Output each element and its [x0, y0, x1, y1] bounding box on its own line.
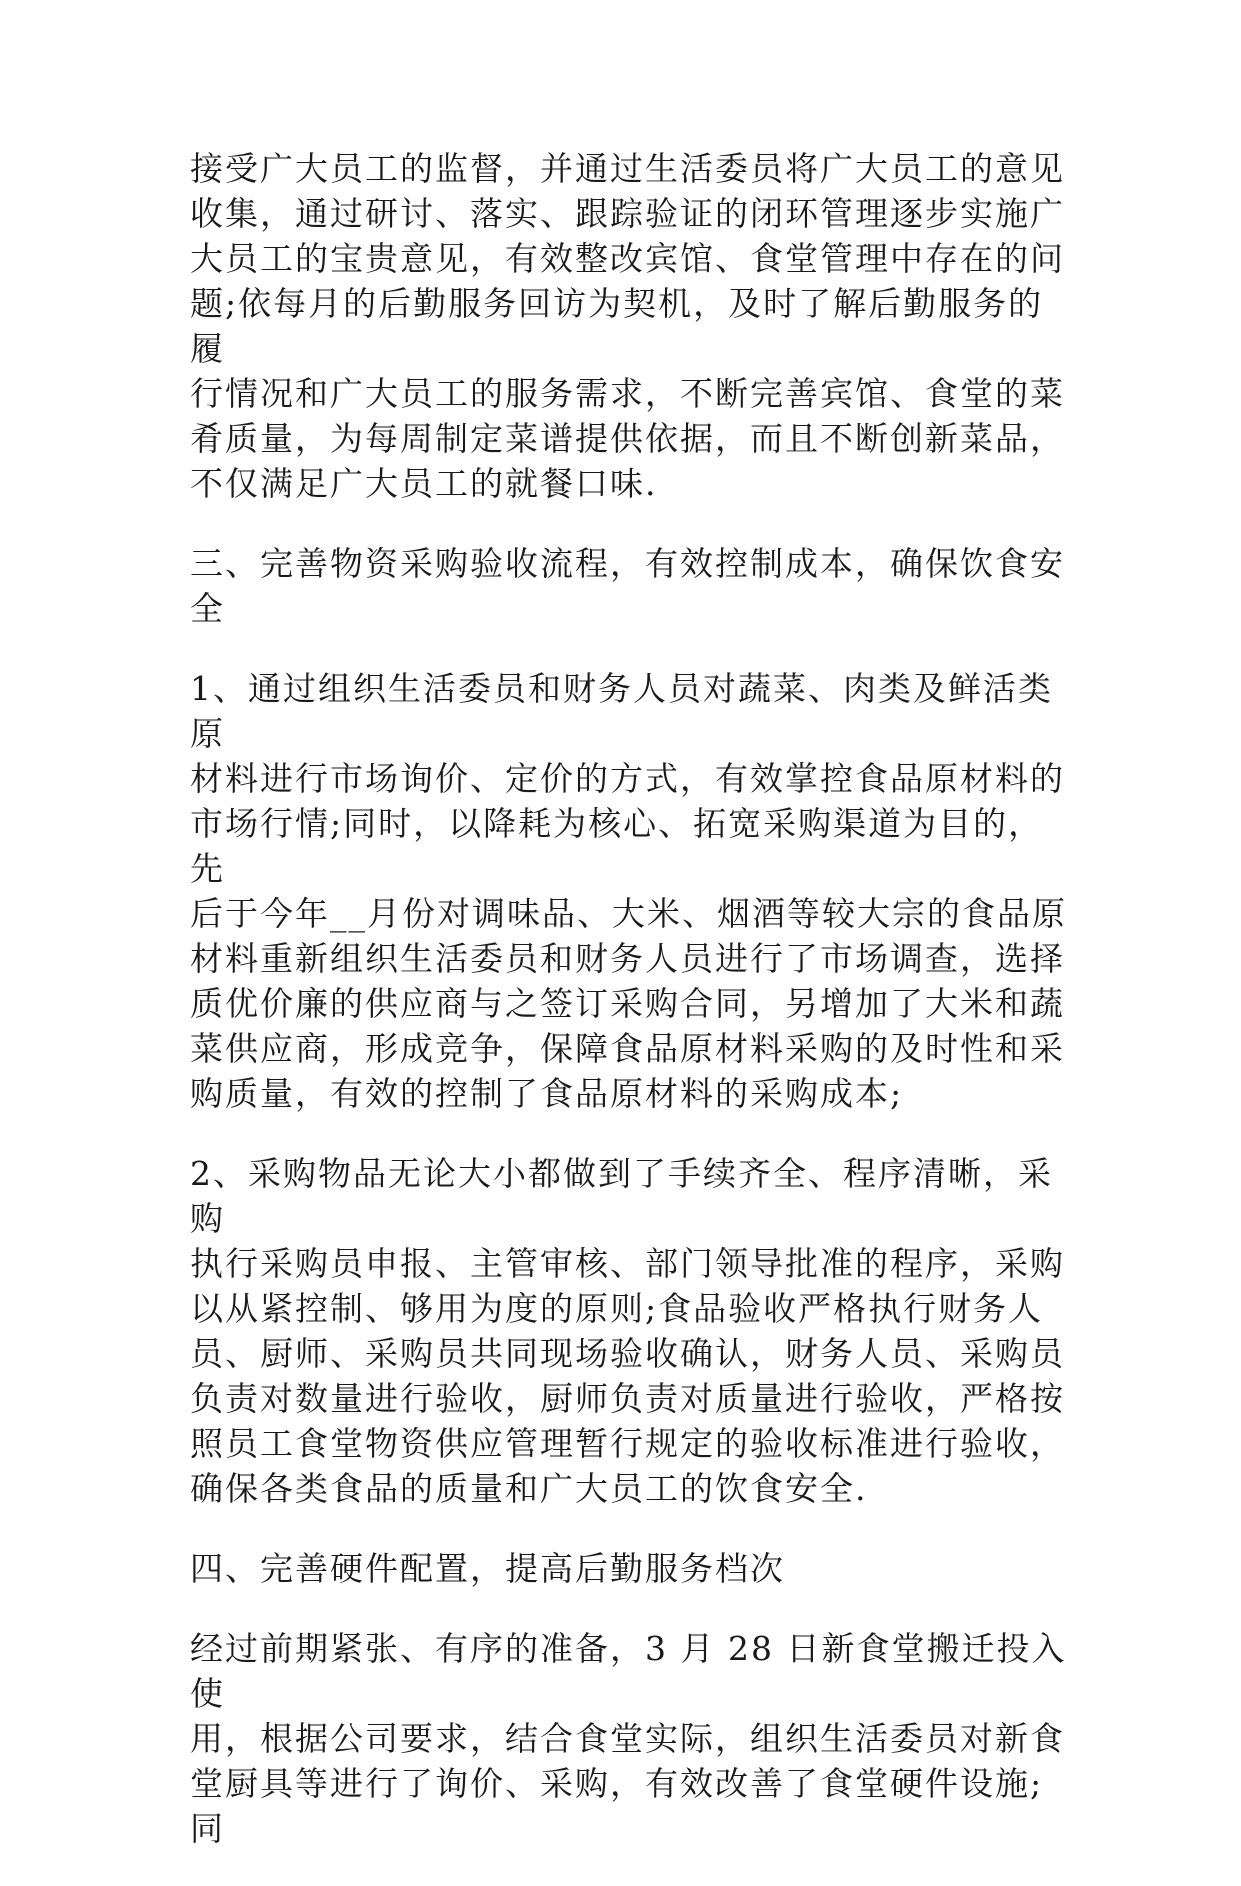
section-heading-4: 四、完善硬件配置，提高后勤服务档次: [190, 1549, 785, 1588]
document-page: [190, 146, 1070, 1886]
body-paragraph-procurement-2: 2、采购物品无论大小都做到了手续齐全、程序清晰，采购 执行采购员申报、主管审核、部门领导批准的程序，采购 以从紧控制、够用为度的原则;食品验收严格执行财务人 员、厨师、采购员共同现场验收确认，财务人员、采购员 负责对数量进行验收，厨师负责对质量进行验收，严格按 照员工食堂物资供应管理暂行规定的验收标准进行验收， 确保各类食品的质量和广大员工的饮食安全.: [190, 1154, 1065, 1508]
body-paragraph-hardware: 经过前期紧张、有序的准备，3 月 28 日新食堂搬迁投入使 用，根据公司要求，结合食堂实际，组织生活委员对新食 堂厨具等进行了询价、采购，有效改善了食堂硬件设施;同: [190, 1629, 1067, 1848]
section-heading-3: 三、完善物资采购验收流程，有效控制成本，确保饮食安 全: [190, 544, 1065, 628]
body-paragraph-feedback: 接受广大员工的监督，并通过生活委员将广大员工的意见 收集，通过研讨、落实、跟踪验证的闭环管理逐步实施广 大员工的宝贵意见，有效整改宾馆、食堂管理中存在的问 题;依每月的后勤服务回访为契机，及时了解后勤服务的履 行情况和广大员工的服务需求，不断完善宾馆、食堂的菜 肴质量，为每周制定菜谱提供依据，而且不断创新菜品， 不仅满足广大员工的就餐口味.: [190, 149, 1065, 503]
body-paragraph-procurement-1: 1、通过组织生活委员和财务人员对蔬菜、肉类及鲜活类原 材料进行市场询价、定价的方式，有效掌控食品原材料的 市场行情;同时，以降耗为核心、拓宽采购渠道为目的，先 后于今年__月份对调味品、大米、烟酒等较大宗的食品原 材料重新组织生活委员和财务人员进行了市场调查，选择 质优价廉的供应商与之签订采购合同，另增加了大米和蔬 菜供应商，形成竞争，保障食品原材料采购的及时性和采 购质量，有效的控制了食品原材料的采购成本;: [190, 669, 1067, 1113]
